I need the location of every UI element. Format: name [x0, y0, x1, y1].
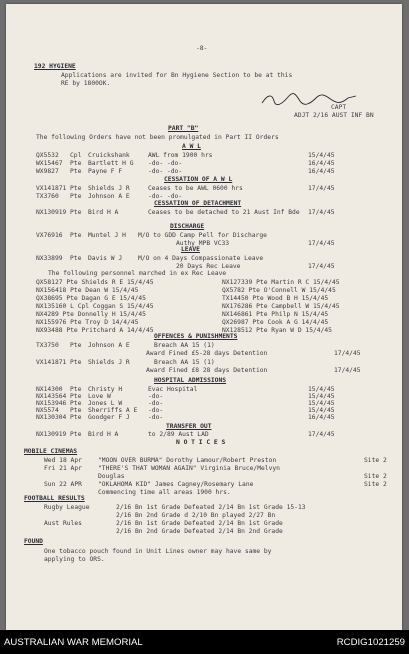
order-date: 15/4/45: [308, 407, 335, 414]
screening-title: Douglas: [98, 473, 125, 480]
document-page: [6, 4, 402, 630]
offence-breach: Breach AA 15 (1): [154, 342, 215, 349]
order-date: 15/4/45: [308, 400, 335, 407]
screening-day: Wed 18 Apr: [44, 457, 82, 464]
order-date: 16/4/45: [308, 414, 335, 421]
screening-title: "OKLAHOMA KID" James Cagney/Rosemary Lane: [98, 481, 254, 488]
screening-site: Site 2: [364, 457, 387, 464]
hospital-heading: HOSPITAL ADMISSIONS: [154, 377, 227, 384]
signature-role: ADJT 2/16 AUST INF BN: [294, 112, 374, 119]
screening-title: "THERE'S THAT WOMAN AGAIN" Virginia Bruce/Melvyn: [98, 465, 280, 472]
football-code: Rugby League: [44, 504, 90, 511]
cessation-detachment-heading: CESSATION OF DETACHMENT: [154, 200, 242, 207]
service-number: NX130919: [36, 431, 67, 438]
cinema-heading: MOBILE CINEMAS: [24, 448, 78, 455]
soldier-name: Shields J R: [88, 185, 130, 192]
order-date: 15/4/45: [308, 386, 335, 393]
service-number: VX141871: [36, 359, 67, 366]
order-detail: Ceases to be AWL 0600 hrs: [148, 185, 243, 192]
football-heading: FOOTBALL RESULTS: [24, 495, 85, 502]
order-detail: AWL from 1900 hrs: [148, 152, 213, 159]
rank: Pte: [70, 400, 82, 407]
order-detail: to 2/89 Aust LAD: [148, 431, 209, 438]
service-number: NX33899: [36, 255, 63, 262]
football-result: 2/16 Bn 1st Grade Defeated 2/14 Bn 1st Grade 15-13: [116, 504, 306, 511]
found-line-2: applying to ORS.: [44, 556, 105, 563]
rank: Pte: [70, 193, 82, 200]
cessation-awl-heading: CESSATION OF A W L: [164, 176, 233, 183]
rank: Pte: [70, 393, 82, 400]
soldier-name: Bird H A: [88, 431, 119, 438]
rank: Pte: [70, 414, 82, 421]
leave-entry: NX146861 Pte Philp N 15/4/45: [222, 311, 329, 318]
leave-duration: 20 Days Rec Leave: [176, 263, 241, 270]
order-detail: Evac Hospital: [148, 386, 198, 393]
order-detail: M/O to GDD Camp Pell for Discharge: [138, 232, 267, 239]
order-date: 16/4/45: [308, 168, 335, 175]
order-detail: -do- -do-: [148, 160, 183, 167]
service-number: NX143564: [36, 393, 67, 400]
rank: Pte: [70, 386, 82, 393]
found-heading: FOUND: [24, 538, 43, 545]
order-detail: -do- -do-: [148, 168, 183, 175]
soldier-name: Jones L W: [88, 400, 123, 407]
leave-heading: LEAVE: [181, 246, 200, 253]
soldier-name: Muntel J H: [88, 232, 126, 239]
hygiene-line-2: RE by 1800OK.: [61, 80, 111, 87]
order-detail: -do- -do-: [148, 193, 183, 200]
soldier-name: Payne F F: [88, 168, 123, 175]
leave-entry: NX155976 Pte Troy D 14/4/45: [36, 319, 139, 326]
soldier-name: Christy H: [88, 386, 123, 393]
rank: Pte: [70, 185, 82, 192]
order-date: 15/4/45: [308, 393, 335, 400]
soldier-name: Cruickshank: [88, 152, 130, 159]
leave-entry: NX156418 Pte Dean W 15/4/45: [36, 287, 139, 294]
order-date: 17/4/45: [334, 350, 361, 357]
leave-entry: NX128512 Pte Ryan W D 15/4/45: [222, 327, 332, 334]
service-number: NX130304: [36, 414, 67, 421]
rank: Pte: [70, 160, 82, 167]
leave-intro: The following personnel marched in ex Rec Leave: [48, 270, 227, 277]
leave-entry: NX127339 Pte Martin R C 15/4/45: [222, 279, 340, 286]
soldier-name: Love W: [88, 393, 111, 400]
screening-title: Commencing time all areas 1900 hrs.: [98, 489, 231, 496]
order-detail: -do-: [148, 407, 164, 414]
rank: Pte: [70, 255, 82, 262]
discharge-heading: DISCHARGE: [170, 223, 205, 230]
soldier-name: Goodger F J: [88, 414, 130, 421]
hygiene-heading: 192 HYGIENE: [34, 63, 76, 70]
soldier-name: Johnson A E: [88, 342, 130, 349]
service-number: NX5574: [36, 407, 59, 414]
leave-entry: NX176286 Pte Campbell W 15/4/45: [222, 303, 340, 310]
leave-entry: NX135160 L Cpl Coggan S 15/4/45: [36, 303, 154, 310]
order-date: 17/4/45: [308, 431, 335, 438]
leave-entry: NX4289 Pte Donnelly H 15/4/45: [36, 311, 146, 318]
offence-award: Award Fined £5-28 days Detention: [146, 350, 268, 357]
order-date: 17/4/45: [334, 367, 361, 374]
order-detail: Ceases to be detached to 21 Aust Inf Bde: [148, 209, 300, 216]
order-detail: -do-: [148, 393, 164, 400]
soldier-name: Shields J R: [88, 359, 130, 366]
leave-entry: TX14450 Pte Wood B H 15/4/45: [222, 295, 329, 302]
service-number: TX3750: [36, 342, 59, 349]
order-authority: Authy MPB VC33: [176, 240, 230, 247]
rank: Pte: [70, 431, 82, 438]
archive-footer: [0, 630, 409, 654]
order-detail: -do-: [148, 414, 164, 421]
service-number: VX76916: [36, 232, 63, 239]
soldier-name: Bird H A: [88, 209, 119, 216]
order-date: 15/4/45: [308, 152, 335, 159]
football-code: Aust Rules: [44, 520, 82, 527]
leave-entry: QX58127 Pte Shields R E 15/4/45: [36, 279, 154, 286]
offence-award: Award Fined £8 28 days Detention: [146, 367, 268, 374]
soldier-name: Davis W J: [88, 255, 123, 262]
part-b-heading: PART "B": [168, 125, 199, 132]
soldier-name: Bartlett H G: [88, 160, 134, 167]
order-date: 16/4/45: [308, 160, 335, 167]
order-date: 17/4/45: [308, 209, 335, 216]
rank: Pte: [70, 232, 82, 239]
transfer-heading: TRANSFER OUT: [166, 423, 212, 430]
rank: Pte: [70, 342, 82, 349]
service-number: NX153946: [36, 400, 67, 407]
leave-entry: QX5782 Pte O'Connell W 15/4/45: [222, 287, 336, 294]
rank: Cpl: [70, 152, 82, 159]
service-number: NX130919: [36, 209, 67, 216]
offence-breach: Breach AA 15 (1): [154, 359, 215, 366]
awl-heading: A W L: [182, 143, 201, 150]
leave-entry: QX38695 Pte Dagan G E 15/4/45: [36, 295, 146, 302]
rank: Pte: [70, 168, 82, 175]
screening-day: Fri 21 Apr: [44, 465, 82, 472]
soldier-name: Sherriffs A E: [88, 407, 138, 414]
soldier-name: Johnson A E: [88, 193, 130, 200]
order-date: 17/4/45: [308, 185, 335, 192]
offences-heading: OFFENCES & PUNISHMENTS: [154, 333, 238, 340]
part-b-intro: The following Orders have not been promulgated in Part II Orders: [36, 134, 279, 141]
leave-entry: NX93488 Pte Pritchard A 14/4/45: [36, 327, 154, 334]
screening-day: Sun 22 APR: [44, 481, 82, 488]
notices-heading: N O T I C E S: [176, 439, 226, 446]
hygiene-line-1: Applications are invited for Bn Hygiene Section to be at this: [61, 72, 293, 79]
service-number: WX9827: [36, 168, 59, 175]
leave-entry: QX26987 Pte Cook A G 14/4/45: [222, 319, 329, 326]
football-result: 2/16 Bn 1st Grade Defeated 2/14 Bn 1st Grade: [116, 520, 283, 527]
football-result: 2/16 Bn 2nd Grade Defeated 2/14 Bn 2nd Grade: [116, 528, 283, 535]
screening-title: "MOON OVER BURMA" Dorothy Lamour/Robert Preston: [98, 457, 277, 464]
service-number: VX141871: [36, 185, 67, 192]
footer-record-id: RCDIG1021259: [336, 637, 405, 648]
page-number: -8-: [196, 45, 208, 52]
order-date: 17/4/45: [308, 240, 335, 247]
footer-institution: AUSTRALIAN WAR MEMORIAL: [4, 637, 143, 648]
order-detail: -do-: [148, 400, 164, 407]
order-date: 17/4/45: [308, 263, 335, 270]
rank: Pte: [70, 407, 82, 414]
football-result: 2/16 Bn 2nd Grade d 2/10 Bn played 2/27 Bn: [116, 512, 276, 519]
order-detail: M/O on 4 Days Compassionate Leave: [138, 255, 264, 262]
signature-rank: CAPT: [331, 104, 347, 111]
rank: Pte: [70, 359, 82, 366]
rank: Pte: [70, 209, 82, 216]
screening-site: Site 2: [364, 481, 387, 488]
service-number: NX14300: [36, 386, 63, 393]
screening-site: Site 2: [364, 473, 387, 480]
service-number: QX5532: [36, 152, 59, 159]
service-number: WX15467: [36, 160, 63, 167]
service-number: TX3760: [36, 193, 59, 200]
found-line-1: One tobacco pouch found in Unit Lines owner may have same by: [44, 548, 272, 555]
